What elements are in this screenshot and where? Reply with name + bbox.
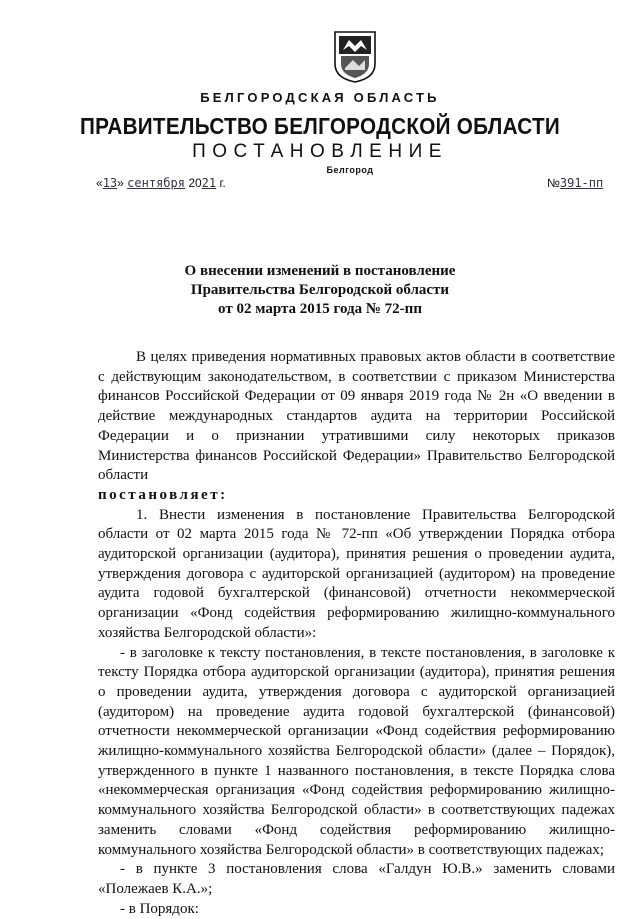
number-value: 391-пп [559, 176, 604, 190]
date-year-unit: г. [219, 176, 226, 190]
coat-of-arms-icon [333, 30, 377, 84]
number-prefix: № [547, 176, 560, 190]
date-close-quote: » [117, 176, 124, 190]
document-date [96, 176, 226, 190]
date-open-quote: « [96, 176, 103, 190]
intro-paragraph: В целях приведения нормативных правовых актов области в соответствие с действующим законодательством, в соответствии с приказом Министерства финансов Российской Федерации от 09 января 2019 года № 2н «О введении в действие международных стандартов аудита на территории Российской Федерации и о признании утратившими силу некоторых приказов Министерства финансов Российской Федерации» Правительство Белгородской области [98, 349, 615, 484]
decree-word: постановляет: [98, 486, 228, 503]
region-name: БЕЛГОРОДСКАЯ ОБЛАСТЬ [200, 90, 440, 105]
date-year-prefix: 20 [188, 176, 202, 190]
title-line-1: О внесении изменений в постановление [184, 263, 456, 279]
date-year-suffix: 21 [201, 176, 217, 190]
item-1-paragraph: 1. Внести изменения в постановление Правительства Белгородской области от 02 марта 2015 года № 72-пп «Об утверждении Порядка отбора аудиторской организации (аудитора), принятия решения о проведении аудита, утверждения договора с аудиторской организацией (аудитором) на проведение аудита годовой бухгалтерской (финансовой) отчетности некоммерческой организации «Фонд содействия реформированию жилищно-коммунального хозяйства Белгородской области»: [98, 506, 615, 641]
sub-item-3: - в Порядок: [120, 900, 199, 917]
city-name: Белгород [326, 165, 374, 175]
title-line-3: от 02 марта 2015 года № 72-пп [218, 301, 422, 317]
sub-item-1: - в заголовке к тексту постановления, в тексте постановления, в заголовке к тексту Порядка отбора аудиторской организации (аудитора), принятия решения о проведении аудита, утверждения договора с аудиторской организацией (аудитором) на проведение аудита годовой бухгалтерской (финансовой) отчетности некоммерческой организации «Фонд содействия реформированию жилищно-коммунального хозяйства Белгородской области» (далее – Порядок), утвержденного в пункте 1 названного постановления, в тексте Порядка слова «некоммерческая организация «Фонд содействия реформированию жилищно-коммунального хозяйства Белгородской области» в соответствующих падежах заменить словами «Фонд содействия реформированию жилищно-коммунального хозяйства Белгородской области» в соответствующих падежах; [98, 644, 615, 858]
date-month: сентября [127, 176, 185, 190]
date-day: 13 [102, 176, 118, 190]
government-name: ПРАВИТЕЛЬСТВО БЕЛГОРОДСКОЙ ОБЛАСТИ [79, 113, 561, 139]
sub-item-2: - в пункте 3 постановления слова «Галдун Ю.В.» заменить словами «Полежаев К.А.»; [98, 861, 615, 897]
title-line-2: Правительства Белгородской области [190, 282, 450, 298]
document-body [98, 348, 615, 919]
document-title [0, 262, 640, 319]
document-number [547, 176, 603, 190]
document-type: ПОСТАНОВЛЕНИЕ [192, 141, 448, 162]
